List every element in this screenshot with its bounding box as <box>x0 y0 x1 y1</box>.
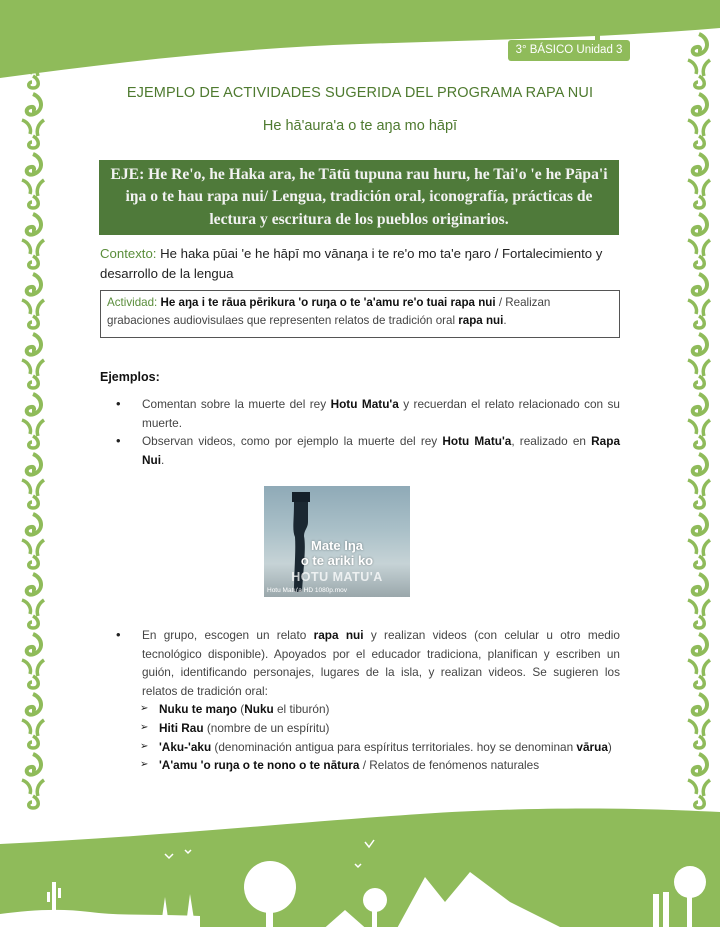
video-title-line: o te ariki ko <box>300 553 374 568</box>
video-filename: Hotu Matu'a HD 1080p.mov <box>267 587 348 594</box>
ejemplos-list <box>100 395 620 469</box>
relato-title: Nuku te maŋo <box>159 702 237 717</box>
grupo-text: y realizan videos (con celular u otro medio tecnológico disponible). Apoyados por el educador tradiciona, planifican y escriben un guión, identificando personajes, lugares de la isla, y realizan videos. Se sugieren los relatos de tradición oral: <box>142 628 620 698</box>
grupo-item <box>100 626 620 775</box>
contexto-text: He haka pūai 'e he hāpī mo vānaŋa i te re'o mo ta'e ŋaro / Fortalecimiento y desarrollo de la lengua <box>100 246 603 281</box>
relato-title: 'A'amu 'o ruŋa o te nono o te nātura <box>159 758 360 773</box>
grupo-list <box>100 626 620 775</box>
ejemplo-bold: Hotu Matu'a <box>442 434 512 449</box>
ejemplo-item <box>100 432 620 469</box>
ejemplo-item <box>100 395 620 432</box>
relato-text: (nombre de un espíritu) <box>203 720 330 735</box>
relato-text: (denominación antigua para espíritus territoriales. hoy se denominan <box>211 739 577 754</box>
actividad-description: / Realizan grabaciones audiovisulaes que representen relatos de tradición oral <box>107 296 551 327</box>
actividad-rapanui-term: rapa nui <box>458 314 504 327</box>
video-title-name: HOTU MATU'A <box>291 570 383 584</box>
relato-item <box>142 756 620 775</box>
eje-text: EJE: He Re'o, he Haka ara, he Tātū tupuna rau huru, he Tai'o 'e he Pāpa'i iŋa o te hau rapa nui/ Lengua, tradición oral, iconografía, prácticas de lectura y escritura de los pueblos originarios. <box>110 165 608 228</box>
grupo-text: En grupo, escogen un relato <box>142 628 314 642</box>
video-thumbnail[interactable] <box>264 486 410 597</box>
page-subtitle: He hā'aura'a o te aŋa mo hāpī <box>262 118 458 134</box>
actividad-box <box>100 290 620 338</box>
actividad-label: Actividad: <box>107 296 158 309</box>
ejemplo-text: Observan videos, como por ejemplo la muerte del rey <box>142 434 443 449</box>
relato-bold: vārua <box>576 739 608 754</box>
ejemplo-text: . <box>161 452 165 467</box>
relato-bold: Nuku <box>244 702 274 717</box>
actividad-end: . <box>503 314 507 327</box>
relato-text: ( <box>237 702 245 717</box>
relatos-list <box>142 700 620 774</box>
ejemplo-text: Comentan sobre la muerte del rey <box>142 397 331 411</box>
ejemplo-text: , realizado en <box>511 434 592 449</box>
relato-text: ) <box>607 739 612 754</box>
relato-item <box>142 700 620 719</box>
relato-title: 'Aku-'aku <box>159 739 212 754</box>
video-title-line: Mate Iŋa <box>310 538 363 553</box>
footer-landscape-decoration <box>0 782 720 932</box>
relato-title: Hiti Rau <box>159 720 204 735</box>
right-maori-border-decoration <box>684 30 714 810</box>
contexto-label: Contexto: <box>100 246 157 261</box>
contexto-paragraph <box>100 244 620 284</box>
relato-item <box>142 738 620 757</box>
ejemplo-bold: Hotu Matu'a <box>330 397 399 411</box>
page-title: EJEMPLO DE ACTIVIDADES SUGERIDA DEL PROGRAMA RAPA NUI <box>126 85 594 101</box>
relato-text: el tiburón) <box>273 702 330 717</box>
unit-badge: 3° BÁSICO Unidad 3 <box>508 40 630 61</box>
video-title <box>264 538 410 568</box>
ejemplo-text: y recuerdan el relato relacionado con su muerte. <box>142 397 620 430</box>
grupo-bold: rapa nui <box>313 628 364 642</box>
relato-item <box>142 719 620 738</box>
actividad-rapanui-title: He aŋa i te rāua pērikura 'o ruŋa o te 'a'amu re'o tuai rapa nui <box>157 296 496 309</box>
relato-text: / Relatos de fenómenos naturales <box>359 758 540 773</box>
left-maori-border-decoration <box>18 30 48 810</box>
ejemplos-heading: Ejemplos: <box>100 370 160 384</box>
eje-banner <box>99 160 619 235</box>
ejemplo-bold: Rapa Nui <box>142 434 621 467</box>
